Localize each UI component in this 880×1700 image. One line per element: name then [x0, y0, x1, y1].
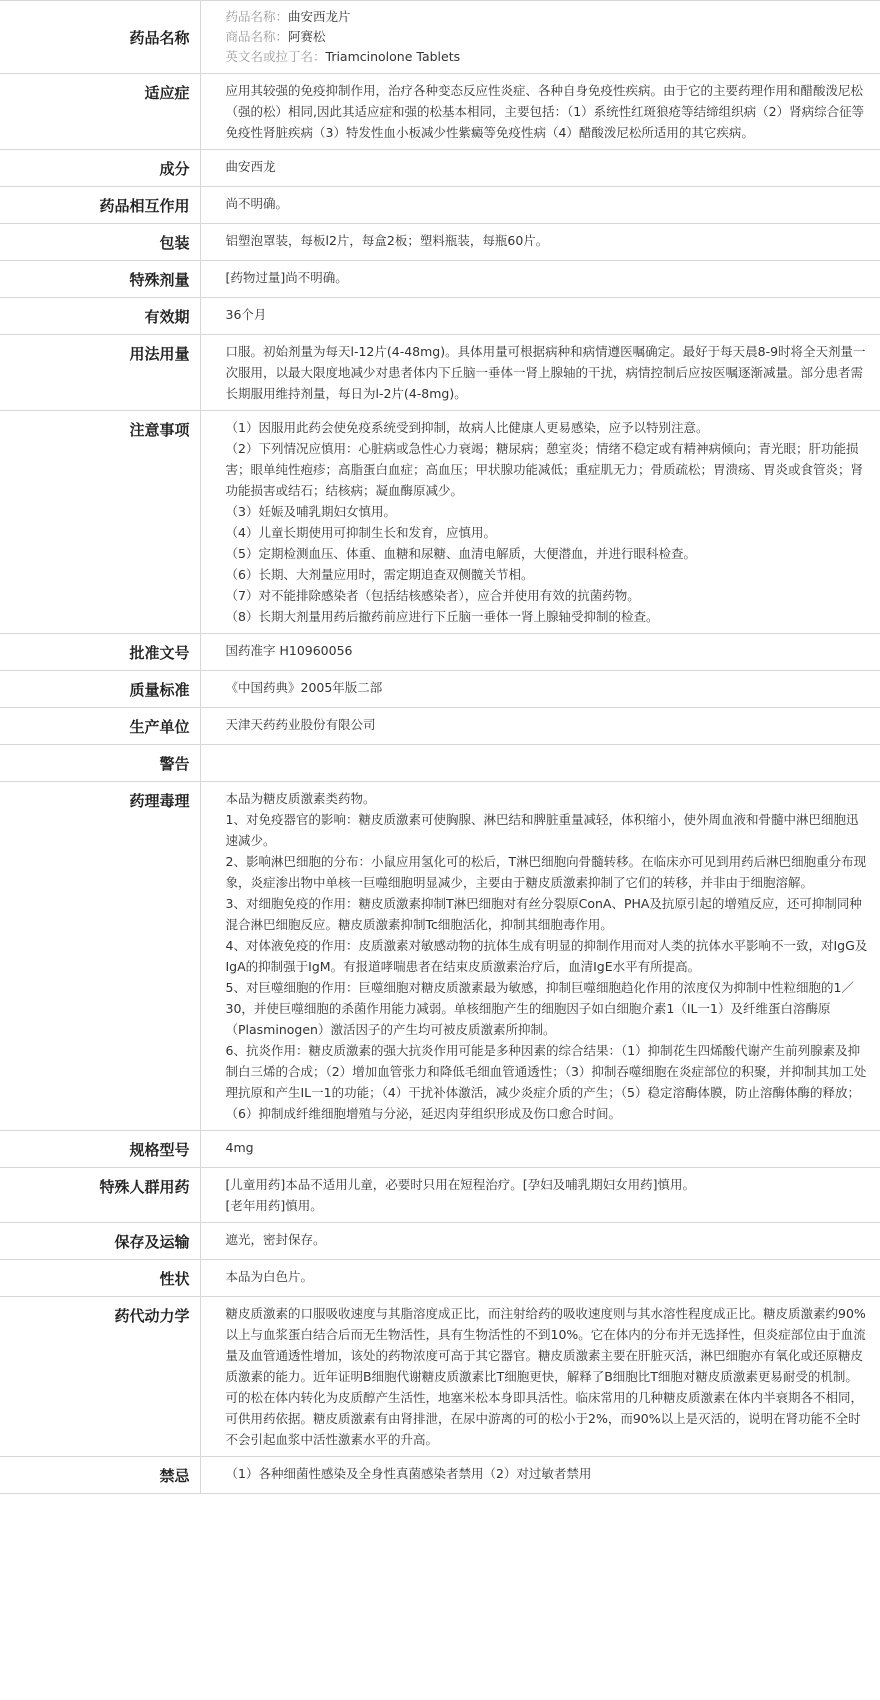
row-label: 质量标准 — [0, 671, 200, 708]
row-label: 生产单位 — [0, 708, 200, 745]
table-row — [0, 224, 880, 261]
row-value — [200, 671, 880, 708]
table-row — [0, 782, 880, 1131]
row-label: 特殊剂量 — [0, 261, 200, 298]
table-row — [0, 187, 880, 224]
row-value — [200, 745, 880, 782]
row-paragraph: 曲安西龙 — [225, 159, 276, 174]
row-value — [200, 224, 880, 261]
table-row — [0, 1260, 880, 1297]
row-label: 禁忌 — [0, 1457, 200, 1494]
row-paragraph: （7）对不能排除感染者（包括结核感染者），应合并使用有效的抗菌药物。 — [225, 588, 640, 603]
table-row — [0, 411, 880, 634]
row-paragraph: 本品为糖皮质激素类药物。 — [225, 791, 376, 806]
table-row — [0, 335, 880, 411]
table-row — [0, 1457, 880, 1494]
row-paragraph: 5、对巨噬细胞的作用：巨噬细胞对糖皮质激素最为敏感，抑制巨噬细胞趋化作用的浓度仅为抑制中性粒细胞的1／30，并使巨噬细胞的杀菌作用能力减弱。单核细胞产生的细胞因子如白细胞介素1（IL一1）及纤维蛋白溶酶原（Plasminogen）激活因子的产生均可被皮质激素所抑制。 — [225, 980, 854, 1037]
row-label: 特殊人群用药 — [0, 1168, 200, 1223]
row-paragraph: （1）各种细菌性感染及全身性真菌感染者禁用（2）对过敏者禁用 — [225, 1466, 592, 1481]
table-row — [0, 298, 880, 335]
row-label: 规格型号 — [0, 1131, 200, 1168]
row-paragraph: 铝塑泡罩装，每板l2片，每盒2板；塑料瓶装，每瓶60片。 — [225, 233, 549, 248]
row-value — [200, 261, 880, 298]
row-label: 包装 — [0, 224, 200, 261]
row-value — [200, 634, 880, 671]
row-label: 性状 — [0, 1260, 200, 1297]
row-label: 药品相互作用 — [0, 187, 200, 224]
trade-name-line — [226, 27, 871, 47]
row-label: 药品名称 — [0, 1, 200, 74]
row-label: 批准文号 — [0, 634, 200, 671]
row-value — [200, 150, 880, 187]
names-cell — [200, 1, 880, 74]
row-value — [200, 1131, 880, 1168]
row-paragraph: [药物过量]尚不明确。 — [225, 270, 348, 285]
row-paragraph: 4、对体液免疫的作用：皮质激素对敏感动物的抗体生成有明显的抑制作用而对人类的抗体水平影响不一致，对IgG及IgA的抑制强于IgM。有报道哮喘患者在结束皮质激素治疗后，血清IgE水平有所提高。 — [225, 938, 868, 974]
row-value — [200, 74, 880, 150]
row-paragraph — [226, 751, 871, 772]
row-label: 警告 — [0, 745, 200, 782]
row-value — [200, 1168, 880, 1223]
row-paragraph: （3）妊娠及哺乳期妇女慎用。 — [225, 504, 396, 519]
table-row — [0, 74, 880, 150]
row-paragraph: 国药准字 H10960056 — [225, 643, 353, 658]
row-label: 用法用量 — [0, 335, 200, 411]
row-label: 注意事项 — [0, 411, 200, 634]
row-label: 成分 — [0, 150, 200, 187]
row-paragraph: 36个月 — [225, 307, 267, 322]
row-paragraph: 1、对免疫器官的影响：糖皮质激素可使胸腺、淋巴结和脾脏重量减轻，体积缩小，使外周血液和骨髓中淋巴细胞迅速减少。 — [225, 812, 859, 848]
table-row — [0, 150, 880, 187]
drug-info-body — [0, 1, 880, 1494]
table-row — [0, 1297, 880, 1457]
row-label: 药代动力学 — [0, 1297, 200, 1457]
row-value — [200, 298, 880, 335]
row-paragraph: （1）因服用此药会使免疫系统受到抑制，故病人比健康人更易感染，应予以特别注意。 — [225, 420, 709, 435]
row-paragraph: [儿童用药]本品不适用儿童，必要时只用在短程治疗。[孕妇及哺乳期妇女用药]慎用。 — [225, 1177, 696, 1192]
row-label: 保存及运输 — [0, 1223, 200, 1260]
row-paragraph: 本品为白色片。 — [225, 1269, 314, 1284]
trade-name-value: 阿赛松 — [288, 29, 326, 44]
row-value — [200, 1223, 880, 1260]
english-name-line — [226, 47, 871, 67]
row-paragraph: 6、抗炎作用：糖皮质激素的强大抗炎作用可能是多种因素的综合结果：（1）抑制花生四烯酸代谢产生前列腺素及抑制白三烯的合成；（2）增加血管张力和降低毛细血管通透性；（3）抑制吞噬细胞在炎症部位的积聚，并抑制其加工处理抗原和产生IL一1的功能；（4）干扰补体激活，减少炎症介质的产生；（5）稳定溶酶体膜，防止溶酶体酶的释放；（6）抑制成纤维细胞增殖与分泌，延迟肉芽组织形成及伤口愈合时间。 — [225, 1043, 867, 1121]
row-paragraph: （6）长期、大剂量应用时，需定期追查双侧髋关节相。 — [225, 567, 534, 582]
row-paragraph: 天津天药药业股份有限公司 — [225, 717, 376, 732]
row-value — [200, 335, 880, 411]
row-paragraph: 2、影响淋巴细胞的分布：小鼠应用氢化可的松后，T淋巴细胞向骨髓转移。在临床亦可见到用药后淋巴细胞重分布现象，炎症渗出物中单核一巨噬细胞明显减少，主要由于糖皮质激素抑制了它们的转移，并非由于细胞溶解。 — [225, 854, 867, 890]
row-paragraph: （5）定期检测血压、体重、血糖和尿糖、血清电解质，大便潜血，并进行眼科检查。 — [225, 546, 696, 561]
row-paragraph: （8）长期大剂量用药后撤药前应进行下丘脑一垂体一肾上腺轴受抑制的检查。 — [225, 609, 659, 624]
row-paragraph: 尚不明确。 — [225, 196, 289, 211]
table-row — [0, 745, 880, 782]
generic-name-value: 曲安西龙片 — [288, 9, 351, 24]
row-paragraph: 《中国药典》2005年版二部 — [225, 680, 383, 695]
row-label: 有效期 — [0, 298, 200, 335]
row-value — [200, 187, 880, 224]
row-paragraph: 糖皮质激素的口服吸收速度与其脂溶度成正比，而注射给药的吸收速度则与其水溶性程度成正比。糖皮质激素约90%以上与血浆蛋白结合后而无生物活性，具有生物活性的不到10%。它在体内的分布并无选择性，但炎症部位由于血流量及血管通透性增加，该处的药物浓度可高于其它器官。糖皮质激素主要在肝脏灭活，淋巴细胞亦有氧化或还原糖皮质激素的能力。近年证明B细胞代谢糖皮质激素比T细胞更快，解释了B细胞比T细胞对糖皮质激素更易耐受的机制。可的松在体内转化为皮质醇产生活性，地塞米松本身即具活性。临床常用的几种糖皮质激素在体内半衰期各不相同，可供用药依据。糖皮质激素有由肾排泄，在尿中游离的可的松小于2%，而90%以上是灭活的，说明在肾功能不全时不会引起血浆中活性激素水平的升高。 — [225, 1306, 866, 1447]
row-paragraph: 口服。初始剂量为每天l-12片(4-48mg)。具体用量可根据病种和病情遵医嘱确定。最好于每天晨8-9时将全天剂量一次服用，以最大限度地减少对患者体内下丘脑一垂体一肾上腺轴的干扰，病情控制后应按医嘱逐渐减量。部分患者需长期服用维持剂量，每日为l-2片(4-8mg)。 — [225, 344, 866, 401]
row-value — [200, 1260, 880, 1297]
table-row — [0, 634, 880, 671]
row-value — [200, 1297, 880, 1457]
row-paragraph: [老年用药]慎用。 — [225, 1198, 323, 1213]
table-row — [0, 261, 880, 298]
row-value — [200, 782, 880, 1131]
row-label: 药理毒理 — [0, 782, 200, 1131]
row-value — [200, 1457, 880, 1494]
row-paragraph: （2）下列情况应慎用：心脏病或急性心力衰竭；糖尿病；憩室炎；情绪不稳定或有精神病倾向；青光眼；肝功能损害；眼单纯性疱疹；高脂蛋白血症；高血压；甲状腺功能减低；重症肌无力；骨质疏松；胃溃疡、胃炎或食管炎；肾功能损害或结石；结核病；凝血酶原减少。 — [225, 441, 864, 498]
english-name-value: Triamcinolone Tablets — [325, 49, 461, 64]
row-paragraph: 3、对细胞免疫的作用：糖皮质激素抑制T淋巴细胞对有丝分裂原ConA、PHA及抗原引起的增殖反应，还可抑制同种混合淋巴细胞反应。糖皮质激素抑制Tc细胞活化，抑制其细胞毒作用。 — [225, 896, 862, 932]
trade-name-key: 商品名称： — [225, 29, 289, 44]
row-value — [200, 708, 880, 745]
row-label: 适应症 — [0, 74, 200, 150]
table-row — [0, 708, 880, 745]
row-paragraph: （4）儿童长期使用可抑制生长和发育，应慎用。 — [225, 525, 496, 540]
row-paragraph: 应用其较强的免疫抑制作用，治疗各种变态反应性炎症、各种自身免疫性疾病。由于它的主要药理作用和醋酸泼尼松（强的松）相同,因此其适应症和强的松基本相同，主要包括：（1）系统性红斑狼疮等结缔组织病（2）肾病综合征等免疫性肾脏疾病（3）特发性血小板减少性紫癜等免疫性病（4）醋酸泼尼松所适用的其它疾病。 — [225, 83, 865, 140]
row-drug-names — [0, 1, 880, 74]
table-row — [0, 671, 880, 708]
table-row — [0, 1223, 880, 1260]
table-row — [0, 1168, 880, 1223]
english-name-key: 英文名或拉丁名： — [225, 49, 326, 64]
generic-name-key: 药品名称： — [225, 9, 289, 24]
generic-name-line — [226, 7, 871, 27]
row-paragraph: 遮光，密封保存。 — [225, 1232, 326, 1247]
table-row — [0, 1131, 880, 1168]
row-paragraph: 4mg — [225, 1140, 254, 1155]
row-value — [200, 411, 880, 634]
